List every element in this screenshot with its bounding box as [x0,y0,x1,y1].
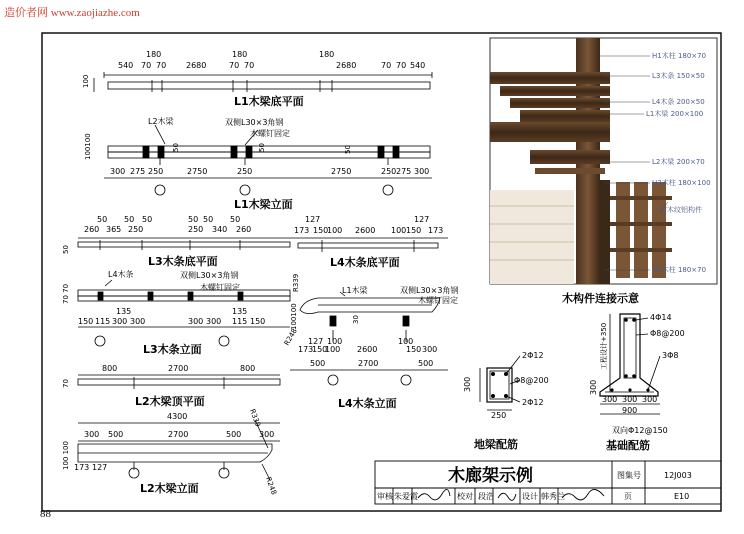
l3-elev-label: L4木条 [108,270,134,279]
l4-elev-dim: 100 [327,337,343,346]
title-block-checker: 段浩 [478,492,494,501]
l3-plan-dim: 340 [212,225,228,234]
checker-signature [498,493,516,500]
l1-plan-dim: 2680 [336,61,357,70]
foundation-vertical-note: 工程设计+350 [600,322,608,370]
photo-label: L3木条 150×50 [652,72,705,80]
l3-plan-mark: 50 [97,215,108,224]
l4-elev-title: L4木条立面 [338,397,397,410]
l1-plan-dim: 2680 [186,61,207,70]
title-block-review-label: 审核 [377,492,393,501]
l2-plan [78,375,280,389]
l4-elev-dim: 173 [298,345,314,354]
page-number: 88 [40,508,51,520]
title-block-page-value: E10 [674,492,690,501]
l3-plan-mark: 50 [230,215,241,224]
l2-plan-dim: 2700 [168,364,189,373]
l4-elev-dim: 300 [422,345,438,354]
l1-plan-dim: 70 [244,61,255,70]
photo-label: 仿木纹铝构件 [660,206,702,214]
l3-elev-dim: 300 [188,317,204,326]
l1-elev-bot-dims [110,167,429,176]
l4-plan-dim: 2600 [355,226,376,235]
l3-elev-title: L3木条立面 [143,343,202,356]
l1-elev-note2: 木螺钉固定 [250,129,290,138]
l4-plan-dim: 150 [313,226,329,235]
l2-plan-dims [102,364,255,373]
l3-elev-dim: 115 [95,317,111,326]
photo-label: H1木柱 180×70 [652,52,707,60]
l1-plan-dim: 540 [118,61,134,70]
l4-elev-dim: 500 [310,359,326,368]
l2-elev-title: L2木梁立面 [140,482,199,495]
title-block-check-label: 校对 [457,492,473,501]
foundation-height: 300 [589,379,598,395]
l3-plan-dim: 250 [188,225,204,234]
l2-elevation [78,420,280,480]
l3-elev-dim: 300 [112,317,128,326]
l4-plan-dim: 173 [294,226,310,235]
l1-plan-dim: 70 [156,61,167,70]
l1-elev-title: L1木梁立面 [234,198,293,211]
foundation-bar2: Φ8@200 [650,329,685,338]
foundation-bar3: 3Φ8 [662,351,679,360]
l2-plan-side-dim: 70 [62,379,70,388]
l3-elev-dim: 115 [232,317,248,326]
l3-plan-top-marks [97,215,240,224]
l1-elev-mid-dim: 50 [172,143,180,152]
l2-elev-r1: R339 [248,407,262,428]
l2-elev-dim: 300 [84,430,100,439]
l4-elev-dim: 127 [308,337,324,346]
l3-elev-side-dim: 70 70 [62,283,70,304]
title-block-title: 木廊架示例 [448,466,533,486]
l1-elev-dim: 300 [414,167,430,176]
ground-beam-width: 250 [491,411,507,420]
l1-plan-top-marks [146,50,334,59]
foundation-dims [602,395,657,404]
l1-elev-mid-dim: 50 [344,145,352,154]
l4-plan-mark: 127 [305,215,321,224]
l2-plan-dim: 800 [240,364,256,373]
l4-elev-row2 [298,345,437,354]
l3-plan-mark: 50 [188,215,199,224]
title-block-reviewer: 朱爱霞 [394,492,418,501]
foundation-title: 基础配筋 [606,439,650,452]
l1-elev-dim: 300 [110,167,126,176]
l3-plan-dim: 365 [106,225,122,234]
l1-plan-dim: 70 [141,61,152,70]
l1-plan-top-mark: 180 [232,50,248,59]
l4-plan-dim: 173 [428,226,444,235]
l3-elev-note2: 木螺钉固定 [200,283,240,292]
l4-plan-dim: 100 [327,226,343,235]
l1-plan-top-mark: 180 [319,50,335,59]
l2-elev-dim: 500 [226,430,242,439]
title-block-design-label: 设计 [522,492,538,501]
l1-elev-note1: 双侧L30×3角钢 [225,118,284,127]
l4-elev-label: L1木梁 [342,286,368,295]
foundation-dim: 300 [622,395,638,404]
photo-caption: 木构件连接示意 [562,292,639,305]
l4-elev-dim: 100 [398,337,414,346]
foundation-bottom-bar: 双向Φ12@150 [612,426,668,435]
l4-elev-dim: 2600 [357,345,378,354]
l3-elev-dim: 150 [78,317,94,326]
l3-plan [78,238,290,250]
foundation-dim: 300 [642,395,658,404]
photo-label: L1木梁 200×100 [646,110,704,118]
l4-elev-dim: 150 [312,345,328,354]
l4-elev-dim: 150 [406,345,422,354]
l3-plan-dim: 250 [128,225,144,234]
ground-beam-bot-bar: 2Φ12 [522,398,544,407]
l4-plan-dim: 100 [391,226,407,235]
designer-signature [562,489,604,499]
photo-label: L4木条 200×50 [652,98,705,106]
l4-elev-r1: R339 [292,273,300,292]
l3-plan-top-dims [84,225,251,234]
watermark: 造价者网 www.zaojiazhe.com [4,7,140,19]
l4-plan-dim: 150 [406,226,422,235]
l1-plan-top-dims [118,61,425,70]
l4-plan-top-dims [294,226,443,235]
l3-plan-side-dim: 50 [62,245,70,254]
l3-plan-dim: 260 [236,225,252,234]
l1-elev-beam-label: L2木梁 [148,117,174,126]
l1-elev-dim: 2750 [187,167,208,176]
ground-beam-stirrup: Φ8@200 [514,376,549,385]
l2-plan-dim: 800 [102,364,118,373]
l4-elev-dim: 2700 [358,359,379,368]
l3-plan-dim: 260 [84,225,100,234]
l2-elev-side-dim: 100 100 [62,441,70,470]
l4-elev-mid30: 30 [352,315,360,324]
l1-elev-dim: 250 [148,167,164,176]
l2-elev-total: 4300 [167,412,188,421]
l4-elev-columns [328,375,411,385]
l1-elev-dim: 250 [381,167,397,176]
l1-plan-dim: 70 [396,61,407,70]
l1-elev-dim: 275 [130,167,146,176]
l4-elev-side-dim: 100100 [290,303,298,330]
l4-elev-dim: 500 [418,359,434,368]
l3-elev-dim-135: 135 [116,307,132,316]
l1-elev-dim: 2750 [331,167,352,176]
ground-beam-top-bar: 2Φ12 [522,351,544,360]
title-block-atlas-label: 图集号 [617,471,641,480]
l2-elev-dim: 500 [108,430,124,439]
l1-plan-title: L1木梁底平面 [234,95,304,108]
l4-plan-top-marks [305,215,429,224]
ground-beam-title: 地梁配筋 [474,438,518,451]
l3-plan-mark: 50 [142,215,153,224]
photo-label: H2木柱 180×70 [652,266,707,274]
l3-elev-dim: 150 [250,317,266,326]
l2-elev-small: 173 [74,463,90,472]
foundation-bar1: 4Φ14 [650,313,672,322]
l3-elev-dim: 300 [130,317,146,326]
l3-elev-dim-135: 135 [232,307,248,316]
l1-elev-columns [155,185,393,195]
ground-beam-height: 300 [463,376,472,392]
l4-plan-title: L4木条底平面 [330,256,400,269]
l4-elev-note2: 木螺钉固定 [418,296,458,305]
l4-elev-row3 [310,359,433,368]
l3-plan-mark: 50 [203,215,214,224]
l3-elev-note1: 双侧L30×3角钢 [180,271,239,280]
l3-plan-title: L3木条底平面 [148,255,218,268]
foundation-dim: 300 [602,395,618,404]
l1-plan [94,72,432,92]
l2-elev-dim: 300 [259,430,275,439]
l4-elev-note1: 双侧L30×3角钢 [400,286,459,295]
title-block-atlas-value: 12J003 [664,471,692,480]
photo-label: L2木梁 200×70 [652,158,705,166]
l1-plan-side-dim: 100 [82,74,90,88]
l1-plan-dim: 70 [381,61,392,70]
l4-elev-dim: 100 [325,345,341,354]
l1-elev-dim: 250 [237,167,253,176]
l1-plan-dim: 70 [229,61,240,70]
l3-plan-mark: 50 [124,215,135,224]
l4-plan [290,238,448,252]
title-block-designer: 韩秀兰 [541,492,565,501]
l2-elev-r2: R248 [264,475,278,496]
l2-elev-dim: 2700 [168,430,189,439]
l3-elev-dim: 300 [206,317,222,326]
l1-elev-dim: 275 [396,167,412,176]
l1-plan-dim: 540 [410,61,426,70]
l1-elev-side-dim: 100100 [84,133,92,160]
l2-elev-small: 127 [92,463,108,472]
l2-elev-columns [129,468,229,478]
photo-label: H3木柱 180×100 [652,179,711,187]
l2-elev-dims [84,430,274,439]
l4-plan-mark: 127 [414,215,430,224]
l3-elev-bot-dims [78,317,265,326]
l1-elev-mid-dim: 50 [258,143,266,152]
foundation-width: 900 [622,406,638,415]
reviewer-signature [418,489,450,499]
l4-elev-r2: R248 [282,327,299,347]
l1-plan-top-mark: 180 [146,50,162,59]
l2-plan-title: L2木梁顶平面 [135,395,205,408]
title-block-page-label: 页 [624,492,632,501]
